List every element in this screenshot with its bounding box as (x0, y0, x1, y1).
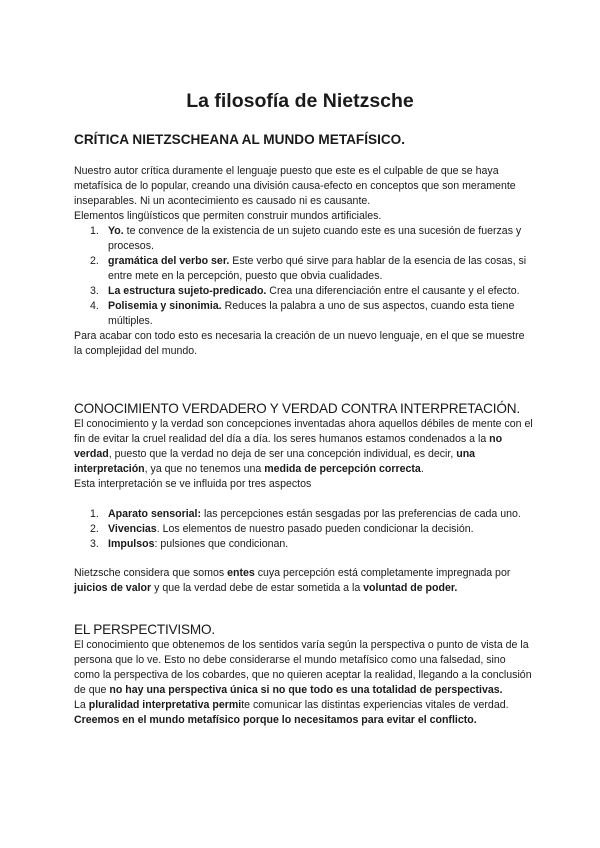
text-run: . (420, 463, 424, 475)
bold-run: Creemos en el mundo metafísico porque lo necesitamos para evitar el conflicto. (74, 714, 477, 726)
paragraph: Esta interpretación se ve influida por tres aspectos (74, 478, 312, 490)
list-item (74, 254, 534, 284)
page-title: La filosofía de Nietzsche (186, 90, 414, 112)
text-run: , ya que no tenemos una (144, 463, 265, 475)
list-number: 3. (90, 538, 99, 550)
section-body-perspectivism (74, 638, 534, 728)
list-item-text: . Los elementos de nuestro pasado pueden condicionar la decisión. (156, 523, 474, 535)
spacer (74, 492, 534, 507)
list-item-text: Reduces la palabra a uno de sus aspectos, cuando esta tiene múltiples. (108, 300, 515, 327)
list-number: 1. (90, 225, 99, 237)
list-item (74, 284, 534, 299)
list-item (74, 507, 534, 522)
bold-run: no hay una perspectiva única si no que todo es una totalidad de perspectivas. (109, 684, 503, 696)
text-run: El conocimiento que obtenemos de los sentidos varía según la perspectiva o punto de vista de la persona que lo ve. Esto no debe considerarse el mundo metafísico como una falsedad, sino como la perspectiva de los cobardes, que no quieren aceptar la realidad, llegando a la conclusión de que (74, 639, 532, 696)
section-body-truth (74, 417, 534, 596)
paragraph: Para acabar con todo esto es necesaria la creación de un nuevo lenguaje, en el que se muestre la complejidad del mundo. (74, 330, 525, 357)
bold-run: medida de percepción correcta (264, 463, 421, 475)
list-item-term: Polisemia y sinonimia. (108, 300, 222, 312)
paragraph (74, 417, 534, 477)
list-item-text: Crea una diferenciación entre el causante y el efecto. (266, 285, 520, 297)
text-run: te comunicar las distintas experiencias vitales de verdad. (241, 699, 509, 711)
numbered-list (74, 224, 534, 329)
list-number: 2. (90, 523, 99, 535)
text-run: El conocimiento y la verdad son concepciones inventadas ahora aquellos débiles de mente con el fin de evitar la cruel realidad del día a día. los seres humanos estamos condenados a la (74, 418, 533, 445)
bold-run: entes (227, 567, 255, 579)
bold-run: no verdad (74, 433, 503, 460)
text-run: cuya percepción está completamente impregnada por (254, 567, 511, 579)
paragraph (74, 566, 534, 596)
paragraph: Nuestro autor crítica duramente el lenguaje puesto que este es el culpable de que se haya metafísica de lo popular, creando una división causa-efecto en conceptos que son meramente inseparables. Ni un acontecimiento es causado ni es causante. (74, 165, 516, 207)
list-item-text: te convence de la existencia de un sujeto cuando este es una sucesión de fuerzas y procesos. (108, 225, 522, 252)
section-heading-perspectivism: EL PERSPECTIVISMO. (74, 622, 215, 637)
list-number: 2. (90, 255, 99, 267)
bold-run: una interpretación (74, 448, 476, 475)
list-item-term: Yo. (108, 225, 124, 237)
list-number: 3. (90, 285, 99, 297)
list-item-text: Este verbo qué sirve para hablar de la esencia de las cosas, si entre mete en la percepción, puesto que obvia cualidades. (108, 255, 527, 282)
list-item (74, 224, 534, 254)
list-item-text: las percepciones están sesgadas por las preferencias de cada uno. (201, 508, 521, 520)
list-number: 1. (90, 508, 99, 520)
paragraph (74, 638, 534, 698)
paragraph: Elementos lingüísticos que permiten construir mundos artificiales. (74, 210, 382, 222)
list-item-term: Vivencias (108, 523, 157, 535)
list-item (74, 299, 534, 329)
list-item (74, 537, 534, 552)
list-item-term: Aparato sensorial: (108, 508, 202, 520)
text-run: Nietzsche considera que somos (74, 567, 228, 579)
section-heading-truth: CONOCIMIENTO VERDADERO Y VERDAD CONTRA INTERPRETACIÓN. (74, 401, 520, 416)
spacer (74, 552, 534, 566)
text-run: La (74, 699, 89, 711)
list-item (74, 522, 534, 537)
list-number: 4. (90, 300, 99, 312)
bold-run: voluntad de poder. (363, 582, 458, 594)
text-run: y que la verdad debe de estar sometida a la (151, 582, 364, 594)
list-item-term: gramática del verbo ser. (108, 255, 230, 267)
section-body-metaphysics (74, 164, 534, 359)
paragraph (74, 698, 534, 728)
list-item-term: La estructura sujeto-predicado. (108, 285, 267, 297)
text-run: , puesto que la verdad no deja de ser una concepción individual, es decir, (108, 448, 457, 460)
list-item-term: Impulsos (108, 538, 155, 550)
numbered-list (74, 507, 534, 552)
section-heading-metaphysics: CRÍTICA NIETZSCHEANA AL MUNDO METAFÍSICO. (74, 132, 406, 147)
bold-run: juicios de valor (74, 582, 152, 594)
list-item-text: : pulsiones que condicionan. (154, 538, 289, 550)
bold-run: pluralidad interpretativa permi (88, 699, 242, 711)
